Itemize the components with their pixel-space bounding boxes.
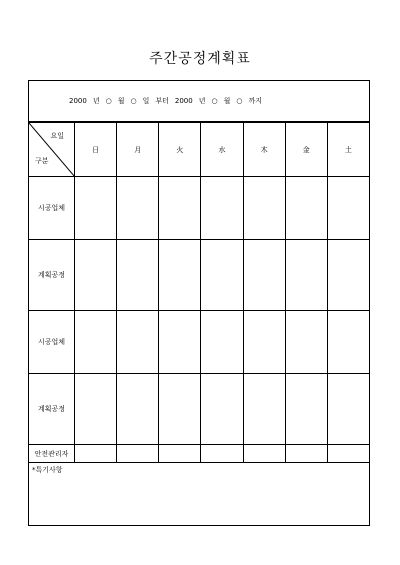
- table-row: [29, 311, 370, 374]
- table-cell: [327, 311, 369, 374]
- table-cell: [201, 374, 243, 445]
- start-day-blank: ○: [130, 97, 137, 105]
- table-cell: [243, 311, 285, 374]
- table-cell: [75, 240, 117, 311]
- table-cell: [243, 374, 285, 445]
- start-month-blank: ○: [105, 97, 112, 105]
- table-cell: [159, 374, 201, 445]
- day-header-fri: 金: [285, 123, 327, 177]
- table-cell: [285, 311, 327, 374]
- day-header-sun: 日: [75, 123, 117, 177]
- period-line: [28, 80, 370, 122]
- table-cell: [75, 177, 117, 240]
- table-cell: [327, 177, 369, 240]
- table-cell: [159, 177, 201, 240]
- end-year: 2000: [174, 97, 193, 105]
- category-label: 구분: [35, 157, 49, 165]
- table-cell: [201, 445, 243, 463]
- day-header-sat: 土: [327, 123, 369, 177]
- table-cell: [243, 445, 285, 463]
- table-row: [29, 177, 370, 240]
- table-row: [29, 240, 370, 311]
- end-day-blank: ○: [236, 97, 243, 105]
- table-cell: [285, 445, 327, 463]
- table-cell: [327, 445, 369, 463]
- table-cell: [285, 240, 327, 311]
- table-cell: [75, 311, 117, 374]
- notes-box: [28, 462, 370, 526]
- day-header-wed: 水: [201, 123, 243, 177]
- day-header-mon: 月: [117, 123, 159, 177]
- day-header-tue: 火: [159, 123, 201, 177]
- row-label: 시공업체: [29, 311, 75, 374]
- table-cell: [117, 177, 159, 240]
- table-cell: [285, 374, 327, 445]
- weekday-label: 요일: [50, 132, 64, 140]
- table-cell: [327, 240, 369, 311]
- table-cell: [117, 240, 159, 311]
- table-row: [29, 374, 370, 445]
- notes-label: *특기사항: [32, 466, 63, 474]
- start-year: 2000: [69, 97, 87, 105]
- until-label: 까지: [248, 97, 262, 105]
- start-year-unit: 년: [92, 97, 100, 105]
- table-cell: [201, 240, 243, 311]
- row-label: 안전관리자: [29, 445, 75, 463]
- table-cell: [159, 445, 201, 463]
- table-cell: [201, 311, 243, 374]
- end-year-unit: 년: [198, 97, 206, 105]
- table-cell: [75, 374, 117, 445]
- table-row: [29, 445, 370, 463]
- table-cell: [243, 177, 285, 240]
- row-label: 시공업체: [29, 177, 75, 240]
- start-day-unit: 일: [142, 97, 150, 105]
- row-label: 계획공정: [29, 240, 75, 311]
- table-cell: [243, 240, 285, 311]
- table-cell: [117, 445, 159, 463]
- table-cell: [75, 445, 117, 463]
- end-month-unit: 월: [223, 97, 231, 105]
- start-month-unit: 월: [117, 97, 125, 105]
- table-cell: [117, 374, 159, 445]
- header-row: [29, 123, 370, 177]
- end-month-blank: ○: [211, 97, 218, 105]
- document-title: 주간공정계획표: [149, 51, 251, 67]
- row-label: 계획공정: [29, 374, 75, 445]
- from-label: 부터: [155, 97, 169, 105]
- day-header-thu: 木: [243, 123, 285, 177]
- table-cell: [327, 374, 369, 445]
- table-cell: [201, 177, 243, 240]
- schedule-table: [28, 122, 370, 463]
- table-cell: [159, 311, 201, 374]
- table-cell: [285, 177, 327, 240]
- diagonal-header-cell: [29, 123, 75, 177]
- table-cell: [159, 240, 201, 311]
- table-cell: [117, 311, 159, 374]
